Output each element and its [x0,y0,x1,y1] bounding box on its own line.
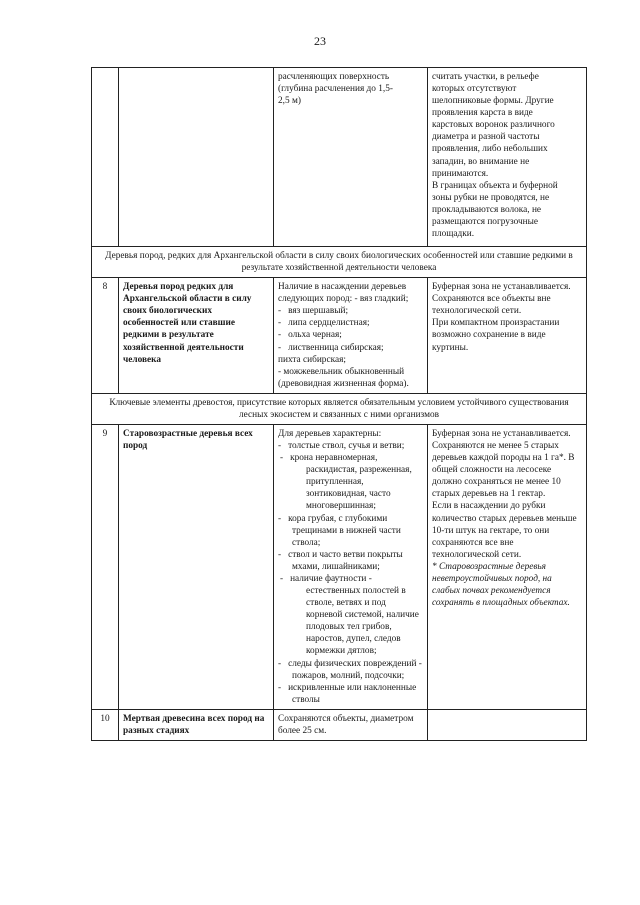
row-number: 10 [92,709,119,740]
list-item-text: липа сердцелистная; [288,318,370,329]
text-line: 2,5 м) [278,96,301,107]
table-row-continuation [92,68,587,247]
text-line: Для деревьев характерны: [278,429,382,440]
list-item: - ольха черная; [278,330,342,341]
section-header-row [92,247,587,278]
list-item-text: лиственница сибирская; [288,342,384,353]
cell-criteria: Сохраняются объекты, диаметром более 25 см. [274,709,428,740]
text-line: площадки. [432,229,475,240]
object-name: Мертвая древесина всех пород на разных стадиях [119,709,274,740]
cell-name-empty [119,68,274,247]
list-item-text: кора грубая, с глубокими трещинами в нижней части ствола; [288,513,401,548]
list-item: - кора грубая, с глубокими трещинами в нижней части ствола; [278,513,401,548]
list-item: - искривленные или наклоненные стволы [278,682,417,705]
text-line: карстовых воронок различного [432,120,555,131]
text-line: проявления карста в виде [432,108,533,119]
cell-measures-continuation [428,68,587,247]
list-item-text: наличие фаутности - естественных полостей в стволе, ветвях и под корневой системой, наличие плодовых тел грибов, наростов, дупел, следов кормежки дятлов; [290,573,419,657]
list-item: - липа сердцелистная; [278,318,370,329]
list-item-text: следы физических повреждений - пожаров, молний, подсочки; [288,658,422,681]
text-line: Наличие в насаждении деревьев следующих пород: - вяз гладкий; [278,282,409,305]
text-line: (глубина расчленения до 1,5- [278,84,393,95]
text-line: шелопниковые формы. Другие [432,96,554,107]
text-line: считать участки, в рельефе [432,72,539,82]
text-line: прокладываются волока, не [432,204,542,215]
text-line: В границах объекта и буферной [432,180,558,191]
list-item-text: ольха черная; [288,330,342,341]
table-row-8 [92,278,587,394]
cell-criteria [274,425,428,710]
key-elements-table [91,67,587,741]
cell-num-empty [92,68,119,247]
row-number: 8 [92,278,119,394]
cell-measures [428,278,587,394]
text-line: Сохраняются все объекты вне технологической сети. [432,294,551,317]
object-name: Деревья пород редких для Архангельской области в силу своих биологических особенностей или ставшие редкими в результате хозяйственной деятельности человека [119,278,274,394]
list-item-text: толстые ствол, сучья и ветви; [288,441,405,452]
list-item: - наличие фаутности - естественных полостей в стволе, ветвях и под корневой системой, наличие плодовых тел грибов, наростов, дупел, следов кормежки дятлов; [280,573,419,657]
text-line: размещаются погрузочные [432,216,538,227]
section-header-key-elements: Ключевые элементы древостоя, присутствие которых является обязательным условием устойчивого существования лесных экосистем и связанных с ними организмов [92,393,587,424]
list-item: - вяз шершавый; [278,306,349,317]
text-line: которых отсутствуют [432,84,517,95]
table-row-10 [92,709,587,740]
section-header-rare-species: Деревья пород, редких для Архангельской области в силу своих биологических особенностей или ставшие редкими в результате хозяйственной деятельности человека [92,247,587,278]
text-line: диаметра и разной частоты [432,132,540,143]
list-item-text: вяз шершавый; [288,306,349,317]
table-row-9 [92,425,587,710]
text-line: расчленяющих поверхность [278,72,390,82]
list-item: - следы физических повреждений - пожаров, молний, подсочки; [278,658,422,681]
text-line: При компактном произрастании возможно сохранение в виде куртины. [432,318,560,353]
text-line: проявления, либо небольших [432,144,548,155]
text-line: Если в насаждении до рубки количество старых деревьев меньше 10-ти штук на гектаре, то они сохраняются все вне технологической сети. [432,501,577,560]
text-line: пихта сибирская; [278,354,346,365]
cell-measures [428,425,587,710]
page-number: 23 [314,34,326,48]
list-item-text: искривленные или наклоненные стволы [288,682,417,705]
text-line: западин, во внимание не [432,156,530,167]
text-line: - можжевельник обыкновенный (древовидная жизненная форма). [278,366,409,389]
text-line: зоны рубки не проводятся, не [432,192,550,203]
section-header-row [92,393,587,424]
list-item-text: ствол и часто ветви покрыты мхами, лишайниками; [288,549,403,572]
text-line: принимаются. [432,168,489,179]
object-name: Старовозрастные деревья всех пород [119,425,274,710]
cell-criteria-continuation [274,68,428,247]
cell-criteria [274,278,428,394]
list-item: - крона неравномерная, раскидистая, разреженная, притупленная, зонтиковидная, часто многовершинная; [280,453,412,512]
text-line: Буферная зона не устанавливается. [432,429,571,440]
row-number: 9 [92,425,119,710]
list-item: - толстые ствол, сучья и ветви; [278,441,405,452]
cell-measures-empty [428,709,587,740]
list-item: - ствол и часто ветви покрыты мхами, лишайниками; [278,549,403,572]
list-item: - лиственница сибирская; [278,342,384,353]
footnote-text: * Старовозрастные деревья неветроустойчивых пород, на слабых почвах рекомендуется сохранять в площадных объектах. [432,561,570,609]
list-item-text: крона неравномерная, раскидистая, разреженная, притупленная, зонтиковидная, часто многовершинная; [290,453,412,512]
text-line: Буферная зона не устанавливается. [432,282,571,293]
text-line: Сохраняются не менее 5 старых деревьев каждой породы на 1 га*. В общей сложности на лесосеке должно сохраняться не менее 10 старых деревьев на 1 гектар. [432,441,575,500]
